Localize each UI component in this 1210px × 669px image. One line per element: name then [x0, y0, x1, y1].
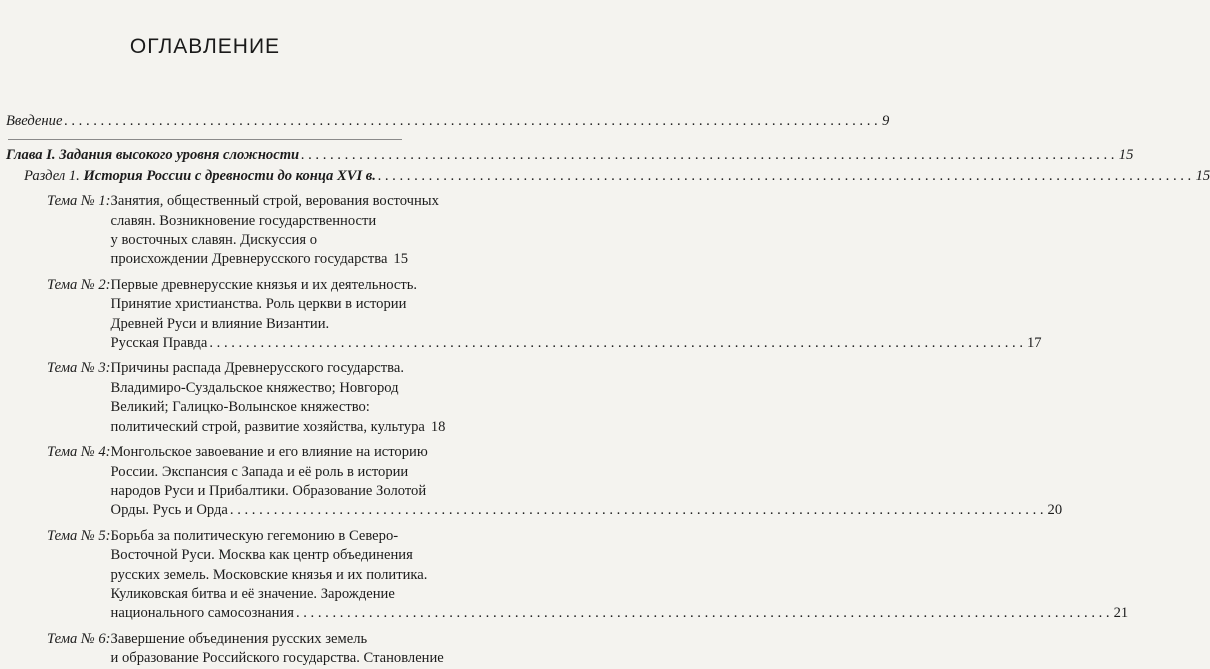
- topic-title-line: [110, 604, 1129, 623]
- topic-title-line: [110, 334, 1042, 353]
- topic-title: [110, 630, 444, 669]
- topic-title: [110, 527, 1129, 624]
- section-label: Раздел 1.: [24, 167, 80, 184]
- topic-title-line: Владимиро-Суздальское княжество; Новгород: [110, 379, 399, 396]
- topic-title-line: Восточной Руси. Москва как центр объединения: [110, 547, 413, 564]
- topic-title-line: [110, 250, 409, 269]
- toc-entry-topic[interactable]: [0, 192, 439, 270]
- page-number: 15: [1195, 167, 1210, 184]
- chapter-title: Задания высокого уровня сложности: [59, 147, 300, 164]
- topic-title: [110, 192, 439, 270]
- topic-title-line: Занятия, общественный строй, верования восточных: [110, 193, 439, 210]
- topic-label: Тема № 5:: [47, 527, 111, 544]
- entry-label: Введение: [6, 113, 63, 129]
- topic-label: Тема № 3:: [47, 360, 111, 377]
- page-number: 21: [1113, 605, 1129, 622]
- topic-title-line: России. Экспансия с Запада и её роль в истории: [110, 463, 409, 480]
- topic-title-line: Принятие христианства. Роль церкви в истории: [110, 296, 407, 313]
- topic-title-line: Древней Руси и влияние Византии.: [110, 315, 330, 332]
- topic-title-text: политический строй, развитие хозяйства, культура: [110, 418, 425, 435]
- topic-list: [0, 192, 1129, 668]
- topic-title-line: и образование Российского государства. Становление: [110, 650, 444, 667]
- topic-title-text: Орды. Русь и Орда: [110, 502, 228, 519]
- topic-title-line: Причины распада Древнерусского государства.: [110, 360, 404, 377]
- topic-title-line: Монгольское завоевание и его влияние на историю: [110, 444, 428, 461]
- page-number: 9: [882, 113, 890, 129]
- page-number: 20: [1047, 502, 1063, 519]
- topic-title-text: национального самосознания: [110, 605, 294, 622]
- toc-entry-introduction[interactable]: [0, 112, 890, 131]
- toc-entry-topic[interactable]: [0, 527, 1129, 624]
- toc-entry-topic[interactable]: [0, 630, 444, 669]
- topic-title-line: Великий; Галицко-Волынское княжество:: [110, 399, 370, 416]
- topic-title-line: у восточных славян. Дискуссия о: [110, 232, 318, 249]
- dot-leader: [209, 334, 1023, 353]
- section-title: История России с древности до конца XVI в.: [83, 167, 376, 184]
- dot-leader: [296, 604, 1110, 623]
- topic-label: Тема № 4:: [47, 444, 111, 461]
- topic-title-line: Куликовская битва и её значение. Зарождение: [110, 585, 395, 602]
- page-number: 15: [1118, 147, 1134, 164]
- topic-title-line: русских земель. Московские князья и их политика.: [110, 566, 428, 583]
- page-title: ОГЛАВЛЕНИЕ: [129, 35, 281, 58]
- topic-title-line: Борьба за политическую гегемонию в Северо-: [110, 527, 399, 544]
- topic-title-text: Русская Правда: [110, 335, 208, 352]
- topic-title-line: Первые древнерусские князья и их деятельность.: [110, 276, 418, 293]
- page-number: 17: [1026, 335, 1042, 352]
- dot-leader: [230, 501, 1044, 520]
- toc-entry-topic[interactable]: [0, 359, 446, 437]
- dot-leader: [378, 167, 1192, 186]
- dot-leader: [301, 146, 1115, 165]
- topic-title-line: [110, 418, 446, 437]
- topic-label: Тема № 1:: [47, 193, 111, 210]
- toc-entry-topic[interactable]: [0, 443, 1063, 521]
- topic-title: [110, 276, 1042, 354]
- toc-entry-topic[interactable]: [0, 276, 1042, 354]
- chapter-label: Глава I.: [6, 147, 56, 164]
- topic-label: Тема № 2:: [47, 276, 111, 293]
- table-of-contents: [0, 112, 1210, 669]
- topic-title-text: происхождении Древнерусского государства: [110, 251, 388, 268]
- toc-entry-chapter[interactable]: [0, 146, 1134, 165]
- topic-title-line: Завершение объединения русских земель: [110, 630, 368, 647]
- topic-title-line: народов Руси и Прибалтики. Образование Золотой: [110, 482, 427, 499]
- toc-entry-section[interactable]: [0, 167, 1210, 186]
- divider: [8, 139, 402, 140]
- page-number: 15: [393, 251, 409, 268]
- topic-title-line: [110, 501, 1063, 520]
- topic-label: Тема № 6:: [47, 630, 111, 647]
- topic-title: [110, 443, 1063, 521]
- dot-leader: [64, 112, 878, 131]
- topic-title: [110, 359, 446, 437]
- topic-title-line: славян. Возникновение государственности: [110, 212, 377, 229]
- page-number: 18: [430, 418, 446, 435]
